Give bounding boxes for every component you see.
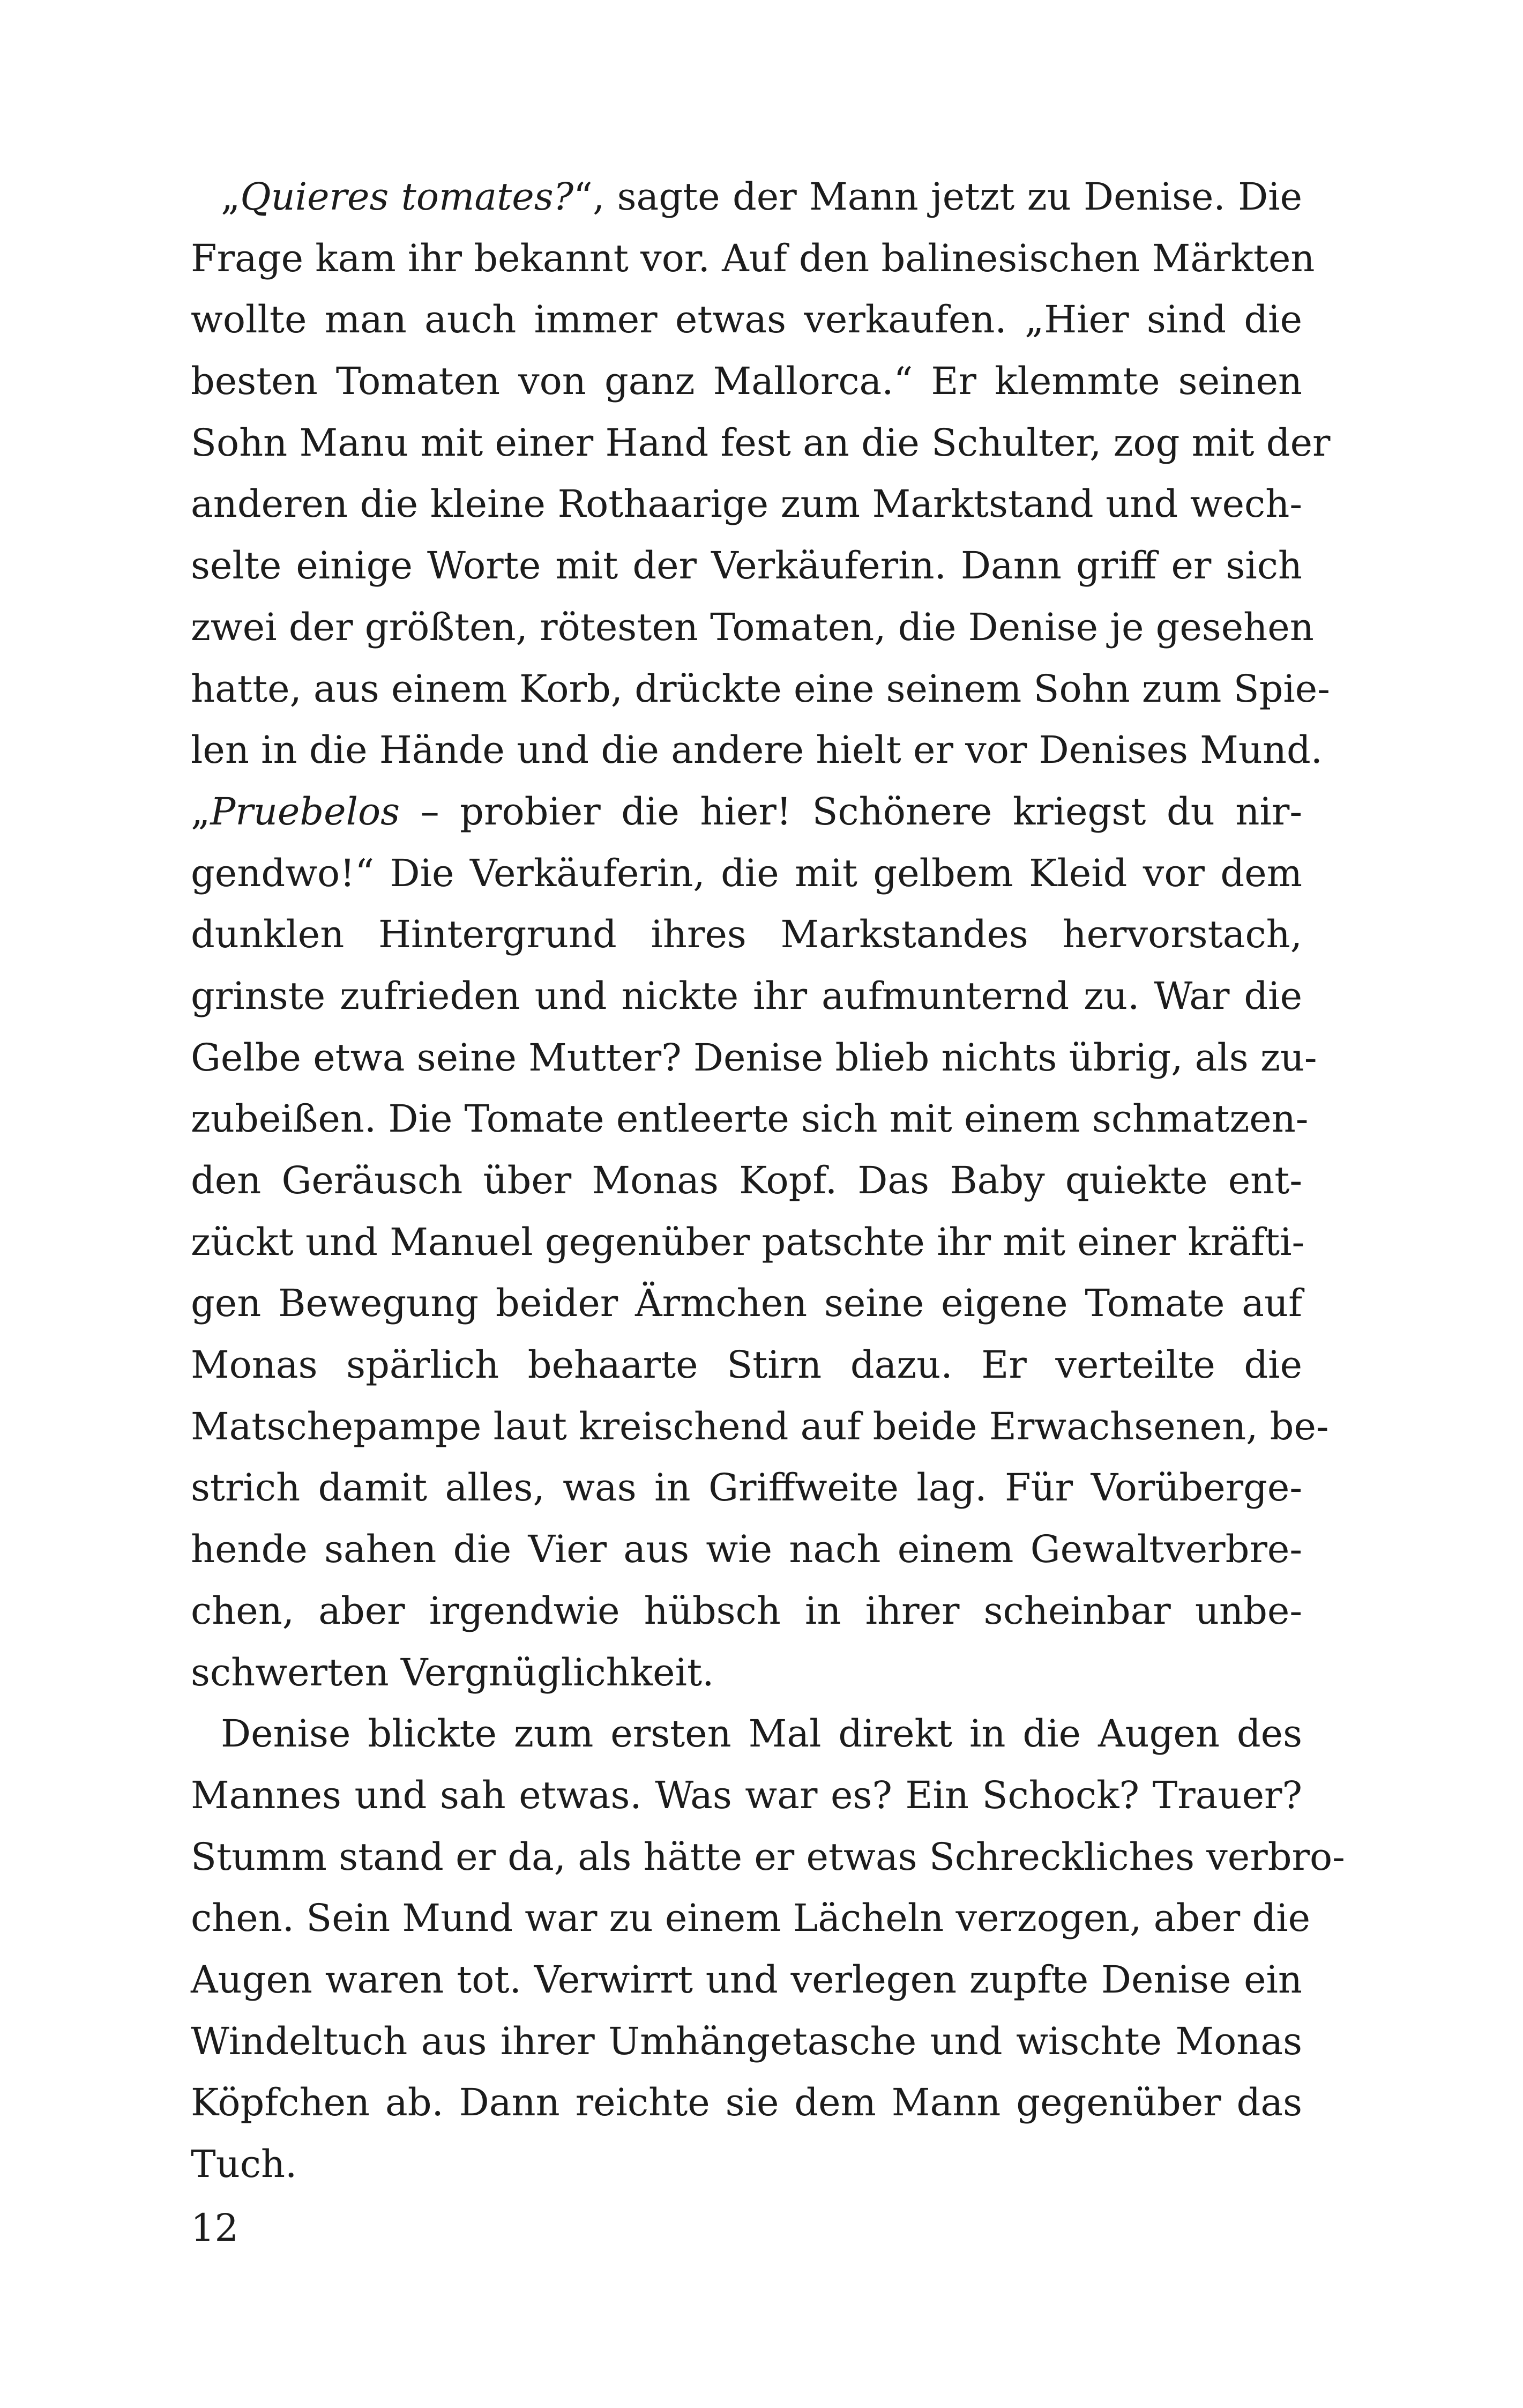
paragraph (191, 1703, 1345, 2195)
text-line (191, 2134, 1302, 2195)
text-line (191, 1027, 1317, 1089)
text-line (191, 1519, 1302, 1580)
text-segment: Sohn Manu mit einer Hand fest an die Schulter, zog mit der (191, 420, 1331, 465)
text-line (191, 1150, 1302, 1212)
text-line (191, 228, 1315, 289)
text-segment: „ (191, 789, 211, 834)
text-segment: len in die Hände und die andere hielt er vor Denises Mund. (191, 728, 1323, 772)
text-segment: gendwo!“ Die Verkäuferin, die mit gelbem Kleid vor dem (191, 851, 1302, 895)
text-line (191, 843, 1302, 904)
text-line (191, 289, 1302, 351)
text-line (191, 1826, 1345, 1888)
text-segment: zubeißen. Die Tomate entleerte sich mit einem schmatzen- (191, 1097, 1309, 1141)
text-line (191, 1396, 1329, 1458)
text-segment: den Geräusch über Monas Kopf. Das Baby quiekte ent- (191, 1158, 1302, 1202)
text-segment: hende sahen die Vier aus wie nach einem Gewaltverbre- (191, 1527, 1302, 1572)
text-segment: dunklen Hintergrund ihres Markstandes hervorstach, (191, 912, 1302, 957)
text-segment: besten Tomaten von ganz Mallorca.“ Er klemmte seinen (191, 359, 1302, 404)
text-segment: Denise blickte zum ersten Mal direkt in die Augen des (221, 1712, 1302, 1756)
text-line (191, 473, 1302, 535)
text-line (191, 1642, 1302, 1704)
text-segment: „ (221, 175, 241, 219)
text-line (191, 1088, 1309, 1150)
text-segment: – probier die hier! Schönere kriegst du nir- (400, 789, 1302, 834)
text-line (191, 1580, 1302, 1642)
text-segment: strich damit alles, was in Griffweite lag. Für Vorüberge- (191, 1466, 1302, 1510)
italic-phrase: Quieres tomates? (240, 175, 574, 219)
text-line (191, 781, 1302, 843)
text-line (191, 719, 1323, 781)
text-line (191, 166, 1302, 228)
text-line (191, 412, 1331, 474)
text-line (191, 904, 1302, 965)
text-line (191, 1765, 1302, 1826)
text-line (191, 351, 1302, 412)
text-segment: Tuch. (191, 2142, 297, 2186)
text-segment: anderen die kleine Rothaarige zum Marktstand und wech- (191, 482, 1302, 526)
text-line (191, 1334, 1302, 1396)
text-line (191, 658, 1330, 720)
text-line (191, 1703, 1302, 1765)
text-line (191, 1457, 1302, 1519)
text-line (191, 1887, 1311, 1949)
text-segment: schwerten Vergnüglichkeit. (191, 1650, 714, 1694)
text-segment: selte einige Worte mit der Verkäuferin. Dann griff er sich (191, 544, 1302, 588)
text-line (191, 965, 1302, 1027)
text-segment: Monas spärlich behaarte Stirn dazu. Er verteilte die (191, 1343, 1302, 1387)
body-text (191, 166, 1345, 2195)
text-segment: zwei der größten, rötesten Tomaten, die Denise je gesehen (191, 605, 1314, 649)
italic-phrase: Pruebelos (210, 789, 400, 834)
text-segment: wollte man auch immer etwas verkaufen. „Hier sind die (191, 298, 1302, 342)
text-line (191, 1212, 1305, 1273)
text-segment: zückt und Manuel gegenüber patschte ihr mit einer kräfti- (191, 1220, 1305, 1264)
text-line (191, 2011, 1302, 2072)
text-segment: Windeltuch aus ihrer Umhängetasche und wischte Monas (191, 2019, 1302, 2063)
text-line (191, 1273, 1302, 1334)
text-segment: chen. Sein Mund war zu einem Lächeln verzogen, aber die (191, 1896, 1311, 1941)
text-line (191, 1949, 1302, 2011)
text-line (191, 535, 1302, 597)
text-segment: grinste zufrieden und nickte ihr aufmunternd zu. War die (191, 973, 1302, 1018)
text-segment: Matschepampe laut kreischend auf beide Erwachsenen, be- (191, 1404, 1329, 1448)
text-line (191, 2072, 1302, 2134)
text-segment: Gelbe etwa seine Mutter? Denise blieb nichts übrig, als zu- (191, 1035, 1317, 1080)
page-number: 12 (191, 2206, 239, 2250)
text-segment: Augen waren tot. Verwirrt und verlegen zupfte Denise ein (191, 1957, 1302, 2002)
text-segment: gen Bewegung beider Ärmchen seine eigene Tomate auf (191, 1281, 1302, 1326)
text-segment: Stumm stand er da, als hätte er etwas Schreckliches verbro- (191, 1834, 1345, 1879)
text-segment: Köpfchen ab. Dann reichte sie dem Mann gegenüber das (191, 2080, 1302, 2125)
text-segment: chen, aber irgendwie hübsch in ihrer scheinbar unbe- (191, 1588, 1302, 1633)
text-segment: hatte, aus einem Korb, drückte eine seinem Sohn zum Spie- (191, 666, 1330, 711)
paragraph (191, 166, 1331, 1703)
text-line (191, 597, 1314, 658)
text-segment: “, sagte der Mann jetzt zu Denise. Die (573, 175, 1303, 219)
text-segment: Frage kam ihr bekannt vor. Auf den balinesischen Märkten (191, 236, 1315, 280)
text-segment: Mannes und sah etwas. Was war es? Ein Schock? Trauer? (191, 1773, 1302, 1817)
